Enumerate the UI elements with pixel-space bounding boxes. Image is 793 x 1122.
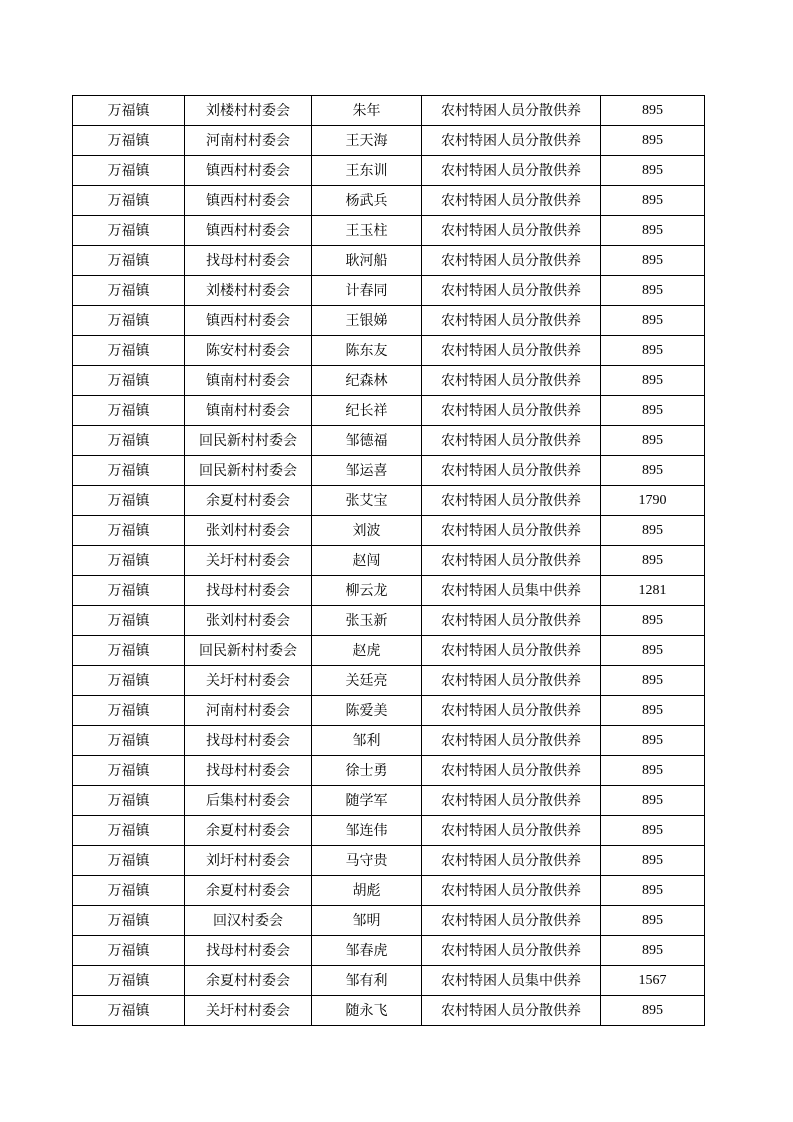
support-type-cell: 农村特困人员分散供养 — [422, 936, 601, 966]
village-committee-cell: 余夏村村委会 — [185, 816, 312, 846]
village-committee-cell: 镇南村村委会 — [185, 366, 312, 396]
town-cell: 万福镇 — [73, 426, 185, 456]
table-row — [73, 306, 705, 336]
town-cell: 万福镇 — [73, 96, 185, 126]
person-name-cell: 纪森林 — [312, 366, 422, 396]
town-cell: 万福镇 — [73, 966, 185, 996]
person-name-cell: 柳云龙 — [312, 576, 422, 606]
person-name-cell: 王东训 — [312, 156, 422, 186]
amount-cell: 895 — [601, 696, 705, 726]
village-committee-cell: 河南村村委会 — [185, 126, 312, 156]
village-committee-cell: 关圩村村委会 — [185, 666, 312, 696]
amount-cell: 895 — [601, 336, 705, 366]
village-committee-cell: 余夏村村委会 — [185, 966, 312, 996]
table-row — [73, 906, 705, 936]
amount-cell: 895 — [601, 396, 705, 426]
village-committee-cell: 回汉村委会 — [185, 906, 312, 936]
town-cell: 万福镇 — [73, 396, 185, 426]
amount-cell: 895 — [601, 996, 705, 1026]
town-cell: 万福镇 — [73, 906, 185, 936]
village-committee-cell: 刘楼村村委会 — [185, 96, 312, 126]
village-committee-cell: 河南村村委会 — [185, 696, 312, 726]
support-type-cell: 农村特困人员分散供养 — [422, 846, 601, 876]
town-cell: 万福镇 — [73, 216, 185, 246]
village-committee-cell: 镇西村村委会 — [185, 186, 312, 216]
amount-cell: 895 — [601, 756, 705, 786]
person-name-cell: 徐士勇 — [312, 756, 422, 786]
support-type-cell: 农村特困人员分散供养 — [422, 636, 601, 666]
table-row — [73, 816, 705, 846]
support-type-cell: 农村特困人员分散供养 — [422, 246, 601, 276]
amount-cell: 895 — [601, 846, 705, 876]
table-body — [73, 96, 705, 1026]
village-committee-cell: 后集村村委会 — [185, 786, 312, 816]
amount-cell: 895 — [601, 276, 705, 306]
table-row — [73, 426, 705, 456]
town-cell: 万福镇 — [73, 156, 185, 186]
village-committee-cell: 找母村村委会 — [185, 576, 312, 606]
person-name-cell: 关廷亮 — [312, 666, 422, 696]
support-type-cell: 农村特困人员集中供养 — [422, 966, 601, 996]
town-cell: 万福镇 — [73, 456, 185, 486]
table-row — [73, 696, 705, 726]
village-committee-cell: 余夏村村委会 — [185, 876, 312, 906]
table-row — [73, 456, 705, 486]
support-type-cell: 农村特困人员分散供养 — [422, 696, 601, 726]
village-committee-cell: 镇西村村委会 — [185, 216, 312, 246]
table-row — [73, 516, 705, 546]
support-type-cell: 农村特困人员分散供养 — [422, 96, 601, 126]
person-name-cell: 纪长祥 — [312, 396, 422, 426]
support-type-cell: 农村特困人员分散供养 — [422, 906, 601, 936]
amount-cell: 895 — [601, 666, 705, 696]
support-type-cell: 农村特困人员分散供养 — [422, 186, 601, 216]
table-row — [73, 786, 705, 816]
village-committee-cell: 回民新村村委会 — [185, 426, 312, 456]
support-type-cell: 农村特困人员分散供养 — [422, 816, 601, 846]
person-name-cell: 王玉柱 — [312, 216, 422, 246]
town-cell: 万福镇 — [73, 846, 185, 876]
amount-cell: 895 — [601, 246, 705, 276]
support-type-cell: 农村特困人员分散供养 — [422, 306, 601, 336]
table-row — [73, 276, 705, 306]
table-row — [73, 996, 705, 1026]
town-cell: 万福镇 — [73, 876, 185, 906]
town-cell: 万福镇 — [73, 306, 185, 336]
person-name-cell: 朱年 — [312, 96, 422, 126]
village-committee-cell: 关圩村村委会 — [185, 546, 312, 576]
support-type-cell: 农村特困人员分散供养 — [422, 516, 601, 546]
table-row — [73, 216, 705, 246]
person-name-cell: 陈爱美 — [312, 696, 422, 726]
table-row — [73, 126, 705, 156]
support-type-cell: 农村特困人员分散供养 — [422, 606, 601, 636]
amount-cell: 895 — [601, 456, 705, 486]
amount-cell: 895 — [601, 306, 705, 336]
village-committee-cell: 找母村村委会 — [185, 936, 312, 966]
table-row — [73, 96, 705, 126]
amount-cell: 895 — [601, 906, 705, 936]
amount-cell: 895 — [601, 186, 705, 216]
person-name-cell: 邹连伟 — [312, 816, 422, 846]
table-row — [73, 246, 705, 276]
town-cell: 万福镇 — [73, 996, 185, 1026]
person-name-cell: 邹有利 — [312, 966, 422, 996]
town-cell: 万福镇 — [73, 636, 185, 666]
village-committee-cell: 回民新村村委会 — [185, 636, 312, 666]
support-type-cell: 农村特困人员分散供养 — [422, 216, 601, 246]
town-cell: 万福镇 — [73, 246, 185, 276]
amount-cell: 895 — [601, 606, 705, 636]
support-type-cell: 农村特困人员分散供养 — [422, 996, 601, 1026]
table-row — [73, 756, 705, 786]
person-name-cell: 计春同 — [312, 276, 422, 306]
support-type-cell: 农村特困人员分散供养 — [422, 456, 601, 486]
table-row — [73, 726, 705, 756]
town-cell: 万福镇 — [73, 666, 185, 696]
town-cell: 万福镇 — [73, 816, 185, 846]
table-row — [73, 936, 705, 966]
support-type-cell: 农村特困人员分散供养 — [422, 276, 601, 306]
amount-cell: 895 — [601, 126, 705, 156]
support-type-cell: 农村特困人员分散供养 — [422, 726, 601, 756]
village-committee-cell: 张刘村村委会 — [185, 516, 312, 546]
amount-cell: 1790 — [601, 486, 705, 516]
amount-cell: 895 — [601, 366, 705, 396]
amount-cell: 895 — [601, 936, 705, 966]
person-name-cell: 马守贵 — [312, 846, 422, 876]
town-cell: 万福镇 — [73, 276, 185, 306]
support-type-cell: 农村特困人员分散供养 — [422, 156, 601, 186]
person-name-cell: 王银娣 — [312, 306, 422, 336]
amount-cell: 895 — [601, 816, 705, 846]
town-cell: 万福镇 — [73, 126, 185, 156]
amount-cell: 895 — [601, 156, 705, 186]
table-row — [73, 336, 705, 366]
town-cell: 万福镇 — [73, 516, 185, 546]
amount-cell: 895 — [601, 426, 705, 456]
town-cell: 万福镇 — [73, 336, 185, 366]
town-cell: 万福镇 — [73, 576, 185, 606]
town-cell: 万福镇 — [73, 606, 185, 636]
person-name-cell: 邹运喜 — [312, 456, 422, 486]
table-row — [73, 546, 705, 576]
support-type-cell: 农村特困人员分散供养 — [422, 876, 601, 906]
person-name-cell: 邹利 — [312, 726, 422, 756]
village-committee-cell: 找母村村委会 — [185, 726, 312, 756]
table-row — [73, 846, 705, 876]
amount-cell: 895 — [601, 786, 705, 816]
support-type-cell: 农村特困人员分散供养 — [422, 426, 601, 456]
village-committee-cell: 镇西村村委会 — [185, 306, 312, 336]
village-committee-cell: 关圩村村委会 — [185, 996, 312, 1026]
person-name-cell: 张玉新 — [312, 606, 422, 636]
amount-cell: 895 — [601, 216, 705, 246]
person-name-cell: 王天海 — [312, 126, 422, 156]
person-name-cell: 随永飞 — [312, 996, 422, 1026]
village-committee-cell: 刘圩村村委会 — [185, 846, 312, 876]
village-committee-cell: 张刘村村委会 — [185, 606, 312, 636]
person-name-cell: 邹明 — [312, 906, 422, 936]
table-row — [73, 666, 705, 696]
village-committee-cell: 找母村村委会 — [185, 756, 312, 786]
town-cell: 万福镇 — [73, 186, 185, 216]
town-cell: 万福镇 — [73, 366, 185, 396]
town-cell: 万福镇 — [73, 696, 185, 726]
person-name-cell: 刘波 — [312, 516, 422, 546]
town-cell: 万福镇 — [73, 486, 185, 516]
amount-cell: 1567 — [601, 966, 705, 996]
person-name-cell: 杨武兵 — [312, 186, 422, 216]
person-name-cell: 耿河船 — [312, 246, 422, 276]
village-committee-cell: 镇西村村委会 — [185, 156, 312, 186]
town-cell: 万福镇 — [73, 936, 185, 966]
support-type-cell: 农村特困人员分散供养 — [422, 546, 601, 576]
amount-cell: 895 — [601, 726, 705, 756]
table-row — [73, 876, 705, 906]
support-type-cell: 农村特困人员集中供养 — [422, 576, 601, 606]
village-committee-cell: 镇南村村委会 — [185, 396, 312, 426]
support-type-cell: 农村特困人员分散供养 — [422, 126, 601, 156]
support-type-cell: 农村特困人员分散供养 — [422, 396, 601, 426]
table-row — [73, 606, 705, 636]
village-committee-cell: 余夏村村委会 — [185, 486, 312, 516]
support-type-cell: 农村特困人员分散供养 — [422, 666, 601, 696]
town-cell: 万福镇 — [73, 786, 185, 816]
table-row — [73, 396, 705, 426]
table-row — [73, 966, 705, 996]
village-committee-cell: 回民新村村委会 — [185, 456, 312, 486]
person-name-cell: 赵虎 — [312, 636, 422, 666]
support-type-cell: 农村特困人员分散供养 — [422, 756, 601, 786]
village-committee-cell: 陈安村村委会 — [185, 336, 312, 366]
table-row — [73, 486, 705, 516]
person-name-cell: 张艾宝 — [312, 486, 422, 516]
support-type-cell: 农村特困人员分散供养 — [422, 486, 601, 516]
village-committee-cell: 找母村村委会 — [185, 246, 312, 276]
town-cell: 万福镇 — [73, 726, 185, 756]
table-row — [73, 636, 705, 666]
table-row — [73, 156, 705, 186]
person-name-cell: 邹德福 — [312, 426, 422, 456]
village-committee-cell: 刘楼村村委会 — [185, 276, 312, 306]
table-row — [73, 366, 705, 396]
amount-cell: 895 — [601, 96, 705, 126]
town-cell: 万福镇 — [73, 546, 185, 576]
table-row — [73, 576, 705, 606]
amount-cell: 895 — [601, 546, 705, 576]
amount-cell: 1281 — [601, 576, 705, 606]
relief-recipients-table — [72, 95, 705, 1026]
table-row — [73, 186, 705, 216]
amount-cell: 895 — [601, 876, 705, 906]
support-type-cell: 农村特困人员分散供养 — [422, 366, 601, 396]
town-cell: 万福镇 — [73, 756, 185, 786]
person-name-cell: 胡彪 — [312, 876, 422, 906]
person-name-cell: 赵闯 — [312, 546, 422, 576]
person-name-cell: 随学军 — [312, 786, 422, 816]
amount-cell: 895 — [601, 516, 705, 546]
person-name-cell: 邹春虎 — [312, 936, 422, 966]
amount-cell: 895 — [601, 636, 705, 666]
support-type-cell: 农村特困人员分散供养 — [422, 336, 601, 366]
support-type-cell: 农村特困人员分散供养 — [422, 786, 601, 816]
person-name-cell: 陈东友 — [312, 336, 422, 366]
